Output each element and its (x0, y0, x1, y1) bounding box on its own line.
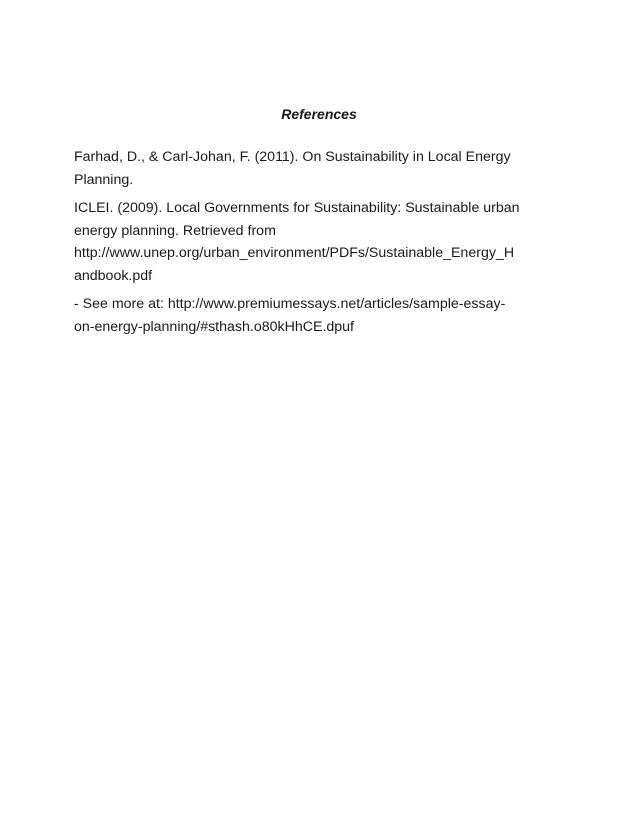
reference-entry-iclei (74, 197, 574, 287)
reference-line: ICLEI. (2009). Local Governments for Sustainability: Sustainable urban (74, 200, 520, 216)
references-heading: References (281, 106, 357, 122)
source-url-line: on-energy-planning/#sthash.o80kHhCE.dpuf (74, 318, 354, 335)
reference-line: Farhad, D., & Carl-Johan, F. (2011). On Sustainability in Local Energy (74, 149, 511, 165)
reference-entry-source (74, 293, 574, 338)
source-url-line: - See more at: http://www.premiumessays.net/articles/sample-essay- (74, 296, 506, 312)
reference-entry-farhad (74, 146, 574, 191)
references-list (74, 146, 574, 344)
reference-line: Planning. (74, 171, 134, 188)
reference-url-line: http://www.unep.org/urban_environment/PDFs/Sustainable_Energy_H (74, 245, 515, 261)
reference-url-line: andbook.pdf (74, 267, 153, 284)
reference-line: energy planning. Retrieved from (74, 222, 276, 239)
